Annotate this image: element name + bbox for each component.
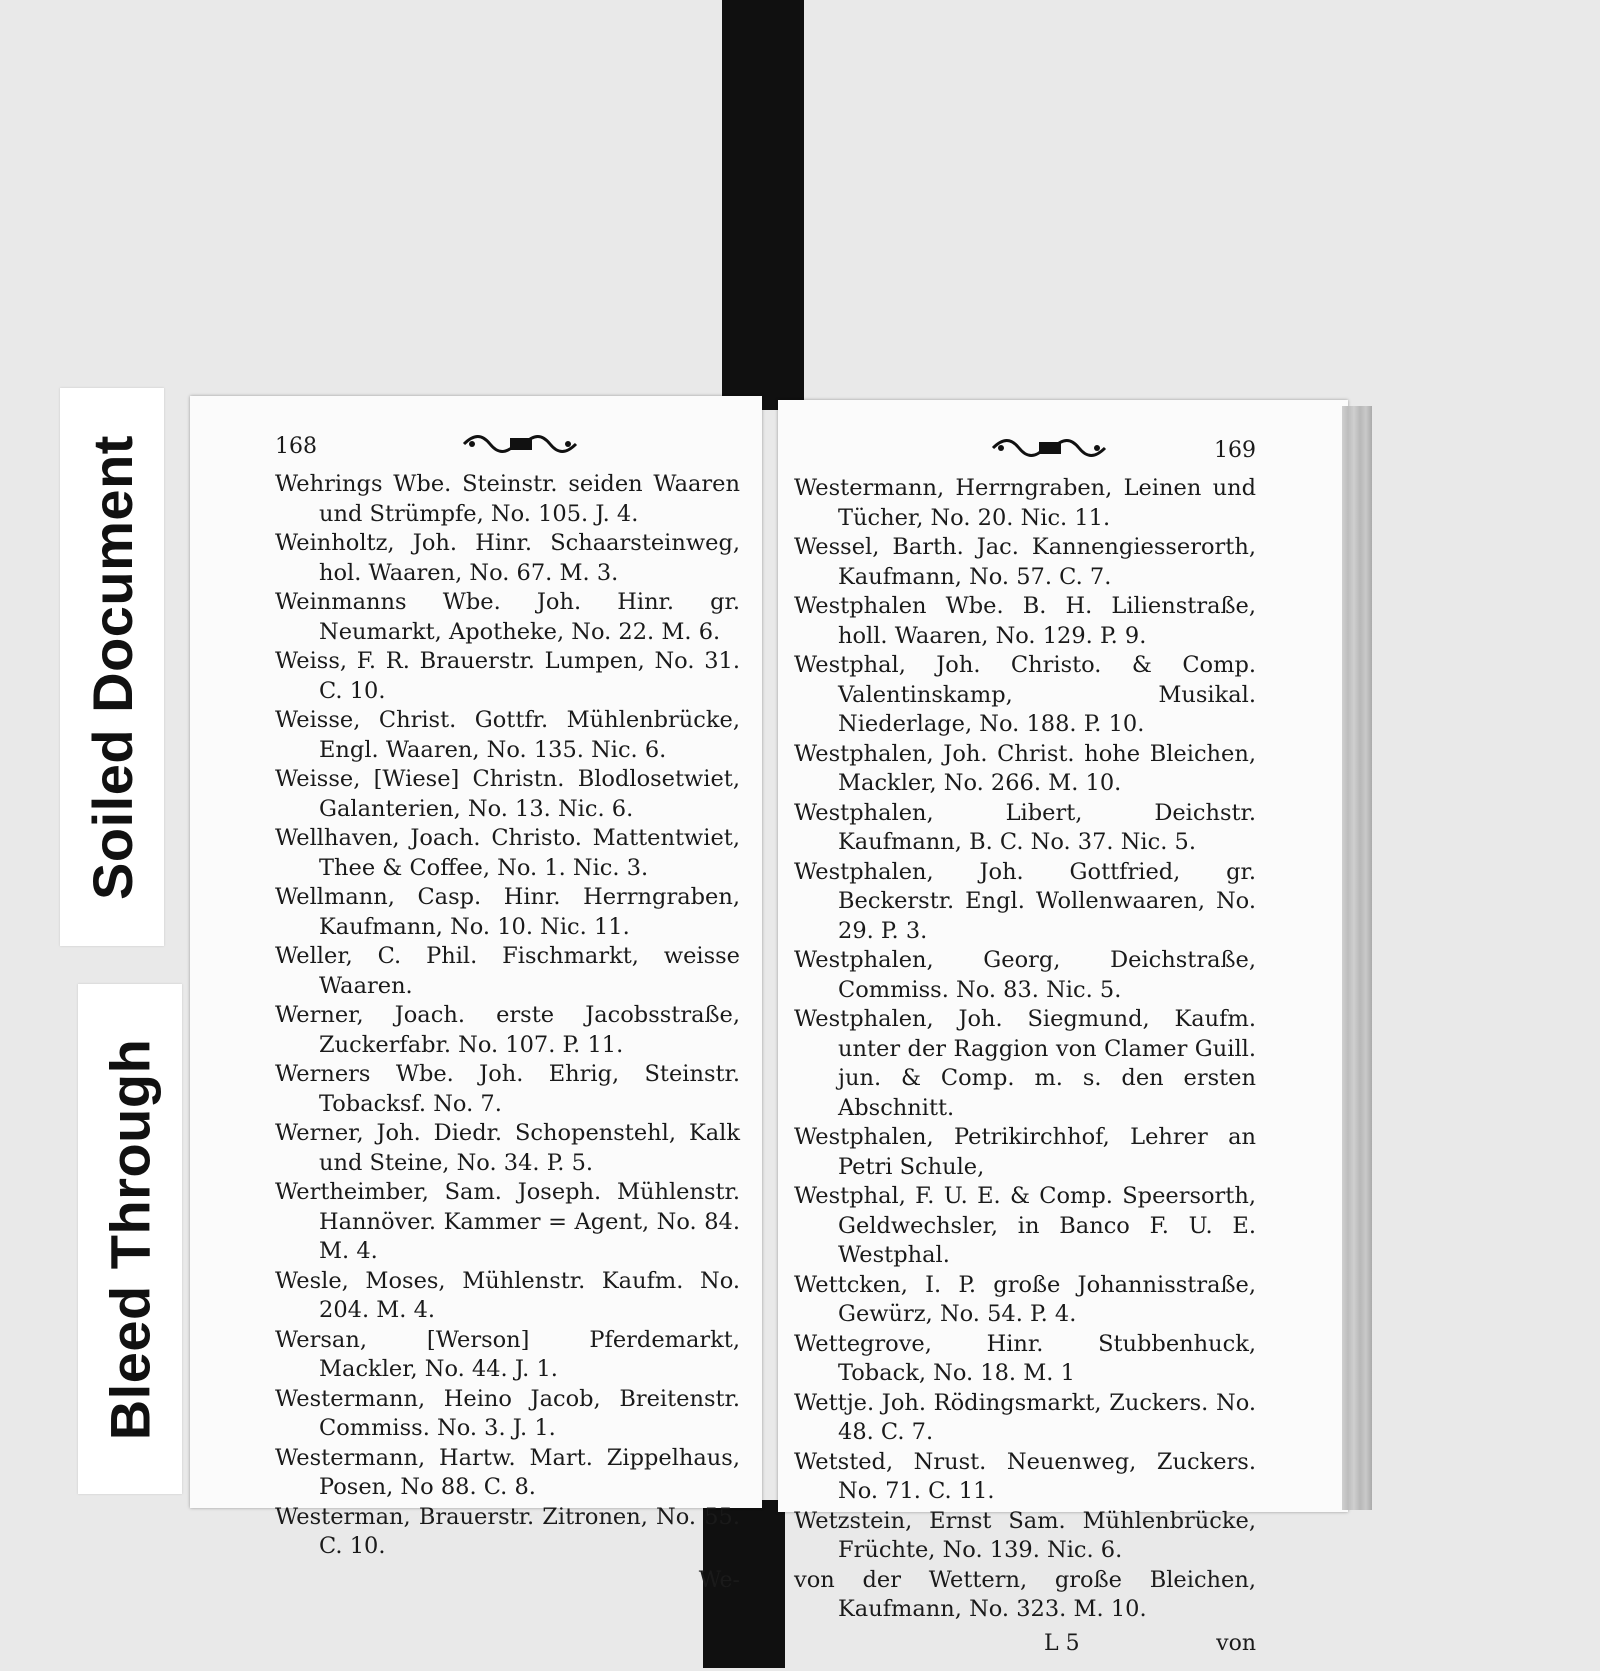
top-black-strip — [722, 0, 804, 410]
list-item: Westphalen Wbe. B. H. Lilienstraße, holl. Waaren, No. 129. P. 9. — [794, 593, 1256, 649]
list-item: Wertheimber, Sam. Joseph. Mühlenstr. Hannöver. Kammer = Agent, No. 84. M. 4. — [275, 1179, 740, 1264]
list-item: Westphalen, Petrikirchhof, Lehrer an Petri Schule, — [794, 1124, 1256, 1180]
list-item: Westphal, Joh. Christo. & Comp. Valentinskamp, Musikal. Niederlage, No. 188. P. 10. — [794, 652, 1256, 737]
list-item: Weiss, F. R. Brauerstr. Lumpen, No. 31. C. 10. — [275, 648, 740, 704]
list-item: Westphal, F. U. E. & Comp. Speersorth, Geldwechsler, in Banco F. U. E. Westphal. — [794, 1183, 1256, 1268]
page-footer — [275, 1568, 740, 1608]
list-item: Wetsted, Nrust. Neuenweg, Zuckers. No. 71. C. 11. — [794, 1448, 1256, 1504]
list-item: Westphalen, Joh. Siegmund, Kaufm. unter der Raggion von Clamer Guill. jun. & Comp. m. s. den ersten Abschnitt. — [794, 1006, 1256, 1121]
list-item: Weller, C. Phil. Fischmarkt, weisse Waaren. — [275, 943, 740, 999]
list-item: Wesle, Moses, Mühlenstr. Kaufm. No. 204. M. 4. — [275, 1267, 740, 1323]
soiled-document-label: Soiled Document — [60, 388, 164, 946]
list-item: Westermann, Herrngraben, Leinen und Tücher, No. 20. Nic. 11. — [794, 475, 1256, 531]
list-item: Westermann, Heino Jacob, Breitenstr. Commiss. No. 3. J. 1. — [275, 1385, 740, 1441]
list-item: Weinholtz, Joh. Hinr. Schaarsteinweg, hol. Waaren, No. 67. M. 3. — [275, 530, 740, 586]
list-item: Werner, Joach. erste Jacobsstraße, Zuckerfabr. No. 107. P. 11. — [275, 1002, 740, 1058]
list-item: Werner, Joh. Diedr. Schopenstehl, Kalk und Steine, No. 34. P. 5. — [275, 1120, 740, 1176]
list-item: Westermann, Hartw. Mart. Zippelhaus, Posen, No 88. C. 8. — [275, 1444, 740, 1500]
list-item: Westphalen, Joh. Christ. hohe Bleichen, Mackler, No. 266. M. 10. — [794, 740, 1256, 796]
list-item: Wessel, Barth. Jac. Kannengiesserorth, Kaufmann, No. 57. C. 7. — [794, 534, 1256, 590]
catchword: von — [1216, 1630, 1256, 1656]
list-item: Westphalen, Joh. Gottfried, gr. Beckerstr. Engl. Wollenwaaren, No. 29. P. 3. — [794, 858, 1256, 944]
list-item: Westphalen, Georg, Deichstraße, Commiss. No. 83. Nic. 5. — [794, 947, 1256, 1003]
list-item: Wetzstein, Ernst Sam. Mühlenbrücke, Früchte, No. 139. Nic. 6. — [794, 1507, 1256, 1563]
list-item: Werners Wbe. Joh. Ehrig, Steinstr. Tobacksf. No. 7. — [275, 1061, 740, 1117]
page-number: 168 — [275, 434, 317, 459]
list-item: Wehrings Wbe. Steinstr. seiden Waaren und Strümpfe, No. 105. J. 4. — [275, 471, 740, 527]
list-item: Wersan, [Werson] Pferdemarkt, Mackler, No. 44. J. 1. — [275, 1326, 740, 1382]
list-item: Wellhaven, Joach. Christo. Mattentwiet, Thee & Coffee, No. 1. Nic. 3. — [275, 825, 740, 881]
entry-list — [275, 470, 740, 1562]
entry-list — [794, 474, 1256, 1625]
list-item: Wettcken, I. P. große Johannisstraße, Gewürz, No. 54. P. 4. — [794, 1271, 1256, 1327]
list-item: Weisse, [Wiese] Christn. Blodlosetwiet, Galanterien, No. 13. Nic. 6. — [275, 766, 740, 822]
bleed-through-label: Bleed Through — [78, 984, 182, 1494]
right-page — [778, 400, 1348, 1656]
signature-mark: L 5 — [1044, 1630, 1080, 1656]
list-item: Westphalen, Libert, Deichstr. Kaufmann, B. C. No. 37. Nic. 5. — [794, 799, 1256, 855]
page-edge — [1342, 406, 1372, 1510]
list-item: Weisse, Christ. Gottfr. Mühlenbrücke, Engl. Waaren, No. 135. Nic. 6. — [275, 707, 740, 763]
page-header — [275, 430, 740, 470]
left-page — [190, 396, 762, 1593]
ornament-icon — [460, 432, 580, 456]
list-item: Westerman, Brauerstr. Zitronen, No. 55. C. 10. — [275, 1503, 740, 1559]
page-footer — [794, 1631, 1256, 1671]
ornament-icon — [989, 436, 1109, 460]
list-item: Wettegrove, Hinr. Stubbenhuck, Toback, No. 18. M. 1 — [794, 1330, 1256, 1386]
page-number: 169 — [1214, 438, 1256, 463]
list-item: von der Wettern, große Bleichen, Kaufmann, No. 323. M. 10. — [794, 1566, 1256, 1622]
list-item: Weinmanns Wbe. Joh. Hinr. gr. Neumarkt, Apotheke, No. 22. M. 6. — [275, 589, 740, 645]
list-item: Wettje. Joh. Rödingsmarkt, Zuckers. No. 48. C. 7. — [794, 1389, 1256, 1445]
list-item: Wellmann, Casp. Hinr. Herrngraben, Kaufmann, No. 10. Nic. 11. — [275, 884, 740, 940]
page-header — [794, 434, 1256, 474]
catchword: We- — [698, 1567, 740, 1593]
